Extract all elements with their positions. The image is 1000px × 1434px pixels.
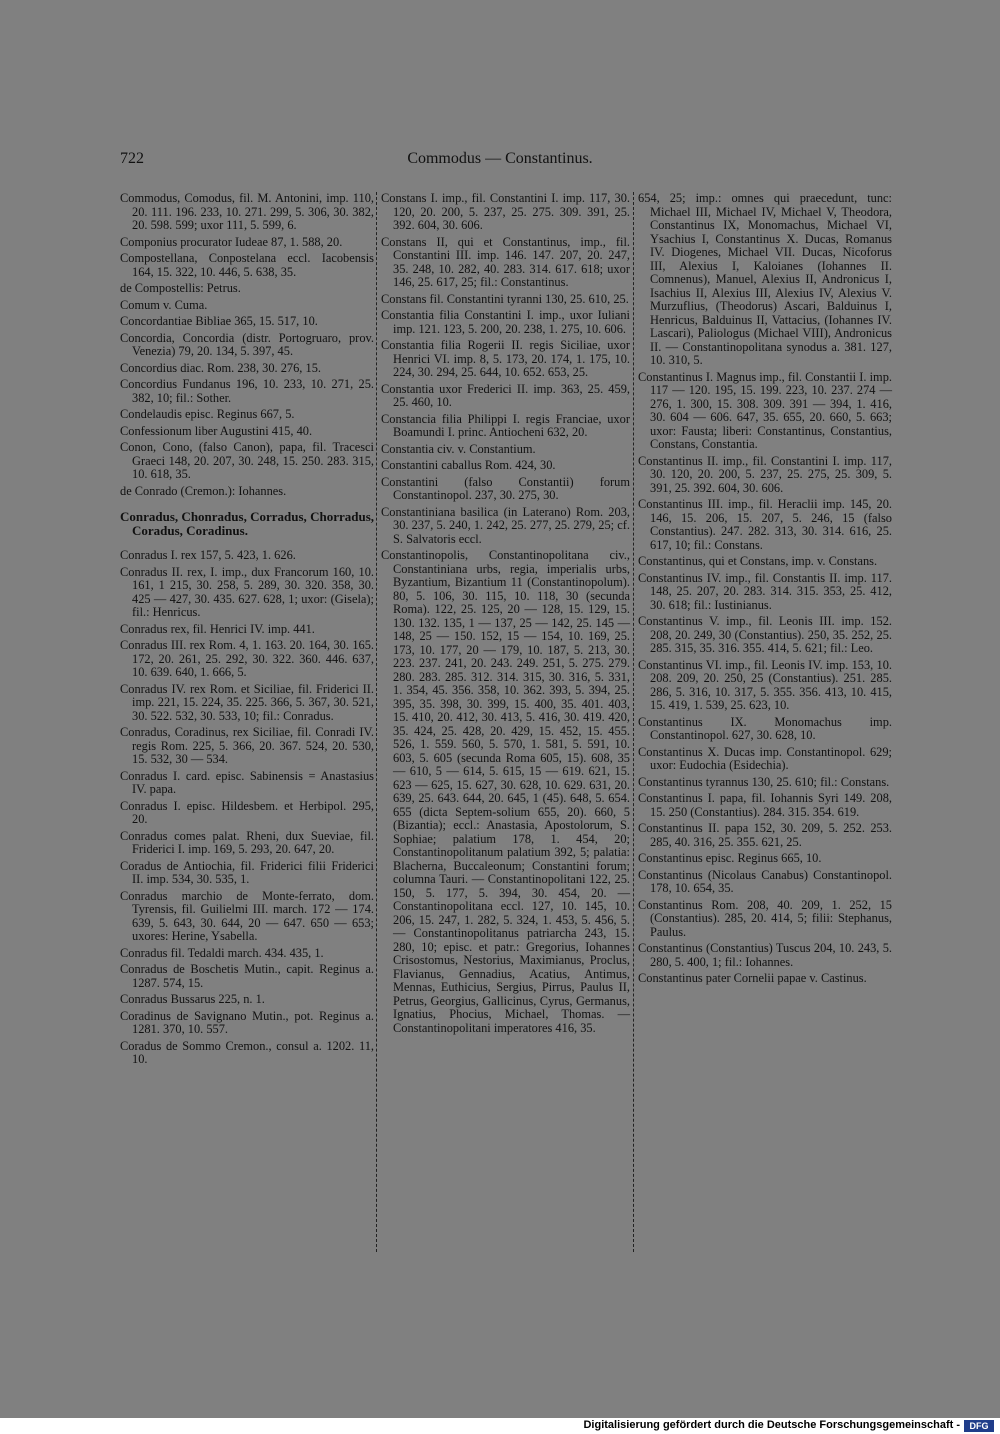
index-entry: Concordius diac. Rom. 238, 30. 276, 15. (120, 360, 321, 375)
index-entry: Concordius Fundanus 196, 10. 233, 10. 271, 25. 382, 10; fil.: Sother. (120, 377, 374, 405)
index-entry: Constantia filia Constantini I. imp., uxor Iuliani imp. 121. 123, 5. 200, 20. 238, 1. 275, 10. 606. (381, 308, 630, 336)
index-entry: Constantinus X. Ducas imp. Constantinopol. 629; uxor: Eudochia (Esidechia). (638, 744, 892, 772)
index-entry: Constantinus IX. Monomachus imp. Constantinopol. 627, 30. 628, 10. (638, 714, 892, 742)
index-entry: Constans II, qui et Constantinus, imp., fil. Constantini III. imp. 146. 147. 207, 20. 247, 35. 248, 10. 282, 40. 283. 314. 617. 618; uxor 146, 25. 617, 25; fil.: Constantinus. (381, 234, 630, 289)
index-entry: Coradinus de Savignano Mutin., pot. Reginus a. 1281. 370, 10. 557. (120, 1008, 374, 1036)
index-column-3 (638, 192, 892, 989)
index-entry: Coradus de Antiochia, fil. Friderici filii Friderici II. imp. 534, 30. 535, 1. (120, 858, 374, 886)
index-entry: Conradus Bussarus 225, n. 1. (120, 992, 265, 1006)
index-entry: Constans I. imp., fil. Constantini I. imp. 117, 30. 120, 20. 200, 5. 237, 25. 275. 309. 391, 25. 392. 604, 30. 606. (381, 191, 630, 232)
index-entry: Conradus II. rex, I. imp., dux Francorum 160, 10. 161, 1 215, 30. 258, 5. 289, 30. 320. 358, 30. 425 — 427, 30. 435. 627. 628, 1; uxor: (Gisela); fil.: Henricus. (120, 564, 374, 619)
index-entry: Conradus marchio de Monte-ferrato, dom. Tyrensis, fil. Guilielmi III. march. 172 — 174. 639, 5. 643, 30. 644, 20 — 647. 650 — 653; uxores: Herine, Ysabella. (120, 888, 374, 943)
index-entry: de Conrado (Cremon.): Iohannes. (120, 483, 287, 498)
index-entry: Constantinus (Constantius) Tuscus 204, 10. 243, 5. 280, 5. 400, 1; fil.: Iohannes. (638, 941, 892, 969)
page-number: 722 (120, 150, 144, 167)
index-entry: Constantinus (Nicolaus Canabus) Constantinopol. 178, 10. 654, 35. (638, 867, 892, 895)
index-entry: Commodus, Comodus, fil. M. Antonini, imp. 110, 20. 111. 196. 233, 10. 271. 299, 5. 306, 30. 382, 20. 598. 599; uxor 111, 5. 599, 6. (120, 191, 374, 232)
funding-notice: Digitalisierung gefördert durch die Deutsche Forschungsgemeinschaft - (583, 1419, 960, 1431)
index-entry: Conradus comes palat. Rheni, dux Sueviae, fil. Friderici I. imp. 169, 5. 293, 20. 647, 20. (120, 828, 374, 856)
index-entry: Constantinus pater Cornelii papae v. Castinus. (638, 971, 867, 985)
dfg-logo-icon[interactable]: DFG (964, 1420, 994, 1432)
index-entry: Constantini caballus Rom. 424, 30. (381, 458, 556, 472)
index-entry: Conradus IV. rex Rom. et Siciliae, fil. Friderici II. imp. 221, 15. 224, 35. 225. 366, 5. 367, 30. 521, 30. 522. 532, 30. 533, 10; fil.: Conradus. (120, 681, 374, 723)
index-entry: Concordia, Concordia (distr. Portogruaro, prov. Venezia) 79, 20. 134, 5. 397, 45. (120, 330, 374, 358)
index-entry: Constantinus III. imp., fil. Heraclii imp. 145, 20. 146, 15. 206, 15. 207, 5. 246, 15 (falso Constantius). 247. 282. 313, 30. 314. 616, 25. 617, 10; fil.: Constans. (638, 497, 892, 552)
index-entry: Conradus rex, fil. Henrici IV. imp. 441. (120, 621, 315, 636)
index-entry: Constantini (falso Constantii) forum Constantinopol. 237, 30. 275, 30. (381, 474, 630, 502)
index-entry: Constantinus episc. Reginus 665, 10. (638, 851, 822, 865)
page-header (120, 150, 880, 172)
index-entry: Condelaudis episc. Reginus 667, 5. (120, 407, 295, 421)
index-entry: Constantinus I. papa, fil. Iohannis Syri 149. 208, 15. 250 (Constantius). 284. 315. 354. 619. (638, 791, 892, 819)
funding-footer (0, 1418, 1000, 1434)
index-entry: Coradus de Sommo Cremon., consul a. 1202. 11, 10. (120, 1038, 374, 1066)
column-divider (376, 192, 377, 1252)
running-title: Commodus — Constantinus. (407, 150, 593, 167)
index-entry: 654, 25; imp.: omnes qui praecedunt, tunc: Michael III, Michael IV, Michael V, Theodora, Constantinus IX, Monomachus, Michael VI, Ysachius I, Constantinus X. Ducas, Romanus IV. Diogenes, Michael VII. Ducas, Nicoforus III, Alexius I, Kaloianes (Iohannes II. Comnenus), Manuel, Alexius II, Andronicus I, Isachius II, Alexius III, Alexius IV, Alexius V. Murzuflius, (Theodorus) Ascari, Balduinus I, Henricus, Balduinus II, Vattacius, (Iohannes IV. Lascari), Paliologus (Michael VIII), Andronicus II. — Constantinopolitana synodus a. 381. 127, 10. 310, 5. (638, 191, 892, 367)
index-entry: Constantinus I. Magnus imp., fil. Constantii I. imp. 117 — 120. 195, 15. 199. 223, 10. 237. 274 — 276, 1. 300, 15. 308. 309. 391 — 394, 1. 416, 30. 604 — 606. 647, 35. 655, 20. 660, 5. 663; uxor: Fausta; liberi: Constantinus, Constantius, Constans, Constantia. (638, 369, 892, 451)
section-heading: Conradus, Chonradus, Corradus, Chorradus, Coradus, Coradinus. (120, 509, 374, 538)
column-divider (633, 192, 634, 1252)
index-entry: Conradus de Boschetis Mutin., capit. Reginus a. 1287. 574, 15. (120, 962, 374, 990)
index-entry: Conradus I. rex 157, 5. 423, 1. 626. (120, 548, 296, 562)
index-entry: Confessionum liber Augustini 415, 40. (120, 423, 313, 438)
index-column-1 (120, 192, 374, 1070)
index-entry: Concordantiae Bibliae 365, 15. 517, 10. (120, 314, 318, 328)
index-entry: de Compostellis: Petrus. (120, 281, 241, 295)
index-entry: Constantiniana basilica (in Laterano) Rom. 203, 30. 237, 5. 240, 1. 242, 25. 277, 25. 279, 25; cf. S. Salvatoris eccl. (381, 504, 630, 546)
index-column-2 (381, 192, 630, 1038)
index-entry: Constantinus, qui et Constans, imp. v. Constans. (638, 554, 878, 568)
index-entry: Constantinus Rom. 208, 40. 209, 1. 252, 15 (Constantius). 285, 20. 414, 5; filii: Stephanus, Paulus. (638, 897, 892, 939)
index-entry: Conon, Cono, (falso Canon), papa, fil. Tracesci Graeci 148, 20. 207, 30. 248, 15. 250. 283. 315, 10. 618, 35. (120, 440, 374, 481)
index-entry: Constantia uxor Frederici II. imp. 363, 25. 459, 25. 460, 10. (381, 381, 630, 409)
index-entry: Conradus I. episc. Hildesbem. et Herbipol. 295, 20. (120, 798, 374, 826)
index-entry: Conradus fil. Tedaldi march. 434. 435, 1. (120, 945, 324, 960)
index-entry: Constantinus IV. imp., fil. Constantis II. imp. 117. 148, 25. 207, 20. 283. 314. 315. 353, 25. 412, 30. 618; fil.: Iustinianus. (638, 570, 892, 612)
index-entry: Constancia filia Philippi I. regis Franciae, uxor Boamundi I. princ. Antiocheni 632, 20. (381, 411, 630, 439)
index-entry: Conradus III. rex Rom. 4, 1. 163. 20. 164, 30. 165. 172, 20. 261, 25. 292, 30. 322. 360. 446. 637, 10. 639. 640, 1. 666, 5. (120, 638, 374, 679)
index-entry: Conradus, Coradinus, rex Siciliae, fil. Conradi IV. regis Rom. 225, 5. 366, 20. 367. 524, 20. 530, 15. 532, 30 — 534. (120, 725, 374, 766)
index-entry: Compostellana, Conpostelana eccl. Iacobensis 164, 15. 322, 10. 446, 5. 638, 35. (120, 251, 374, 279)
index-entry: Constantinus VI. imp., fil. Leonis IV. imp. 153, 10. 208. 209, 20. 250, 25 (Constantius). 251. 285. 286, 5. 316, 10. 317, 5. 355. 356. 413, 10. 415, 15. 419, 1. 539, 25. 623, 10. (638, 657, 892, 712)
index-entry: Constantinus tyrannus 130, 25. 610; fil.: Constans. (638, 774, 890, 789)
index-entry: Constantinopolis, Constantinopolitana civ., Constantiniana urbs, regia, imperialis urbs, Byzantium, Bizantium 11 (Constantinopolum). 80, 5. 106, 30. 115, 10. 118, 30 (secunda Roma). 122, 25. 125, 20 — 128, 15. 129, 15. 130. 132. 135, 1 — 137, 25 — 142, 25. 145 — 148, 25 — 150. 152, 15 — 154, 10. 169, 25. 173, 10. 177, 20 — 179, 10. 187, 5. 213, 30. 223. 237. 241, 20. 243. 249. 251, 5. 275. 279. 280. 283. 285. 312. 314. 315, 30. 316, 5. 331, 1. 354, 45. 356. 358, 10. 362. 393, 5. 394, 25. 395, 35. 398, 30. 399, 15. 400, 35. 401. 403, 15. 410, 20. 412, 30. 413, 5. 416, 30. 419. 420, 35. 424, 25. 428, 20. 429, 15. 452, 15. 455. 526, 1. 559. 560, 5. 570, 1. 581, 5. 591, 10. 603, 5. 605 (secunda Roma 605, 15). 608, 35 — 610, 5 — 614, 5. 615, 15 — 619. 621, 15. 623 — 625, 15. 627, 30. 628, 10. 629. 631, 20. 639, 25. 643. 644, 20. 645, 1 (45). 648, 5. 654. 655 (dicta Septem-solium 655, 20). 660, 5 (Bizantia); eccl.: Anastasia, Apostolorum, S. Sophiae; palatium 178, 1. 454, 20; Constantinopolitanum palatium 392, 5; palatia: Blacherna, Buccaleonum; Constantini forum; columna Tauri. — Constantinopolitani 122, 25. 150, 5. 177, 5. 394, 30. 454, 20. — Constantinopolitana eccl. 127, 10. 145, 10. 206, 15. 247, 1. 282, 5. 324, 1. 453, 5. 456, 5. — Constantinopolitanus patriarcha 243, 15. 280, 10; episc. et patr.: Gregorius, Iohannes Crisostomus, Nestorius, Maximianus, Proclus, Flavianus, Gennadius, Acatius, Antimus, Mennas, Euthicius, Sergius, Pirrus, Paulus II, Petrus, Georgius, Gallicinus, Cyrus, Germanus, Ignatius, Phocius, Michael, Thomas. — Constantinopolitani imperatores 416, 35. (381, 548, 630, 1035)
index-entry: Constantinus II. imp., fil. Constantini I. imp. 117, 30. 120, 20. 200, 5. 237, 25. 275, 25. 309, 5. 391, 25. 392. 604, 30. 606. (638, 453, 892, 495)
index-entry: Comum v. Cuma. (120, 297, 208, 312)
index-entry: Constantia civ. v. Constantium. (381, 441, 536, 456)
index-entry: Constans fil. Constantini tyranni 130, 25. 610, 25. (381, 291, 629, 306)
index-entry: Componius procurator Iudeae 87, 1. 588, 20. (120, 234, 343, 249)
index-entry: Constantinus V. imp., fil. Leonis III. imp. 152. 208, 20. 249, 30 (Constantius). 250, 35. 252, 25. 285. 315, 35. 316. 355. 414, 5. 621; fil.: Leo. (638, 614, 892, 655)
index-entry: Constantinus II. papa 152, 30. 209, 5. 252. 253. 285, 40. 316, 25. 355. 621, 25. (638, 821, 892, 849)
index-entry: Constantia filia Rogerii II. regis Siciliae, uxor Henrici VI. imp. 8, 5. 173, 20. 174, 1. 175, 10. 224, 30. 294, 25. 644, 10. 652. 653, 25. (381, 338, 630, 379)
index-entry: Conradus I. card. episc. Sabinensis = Anastasius IV. papa. (120, 768, 374, 796)
